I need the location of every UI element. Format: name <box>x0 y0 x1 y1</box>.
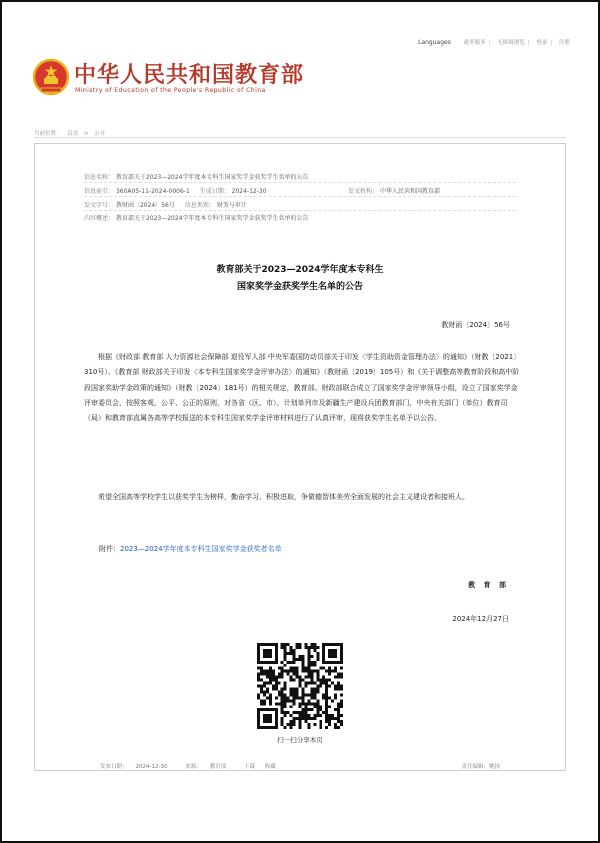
site-subtitle: Ministry of Education of the People's Republic of China <box>75 87 266 94</box>
top-link-login[interactable]: 登录 <box>536 40 548 46</box>
top-link-register[interactable]: 注册 <box>558 40 570 46</box>
body-paragraph-2: 希望全国高等学校学生以获奖学生为榜样，勤奋学习、积极进取，争做德智体美劳全面发展的社会主义建设者和接班人。 <box>98 493 469 501</box>
qr-label: 扫一扫分享本页 <box>277 736 323 744</box>
header-divider <box>34 137 566 138</box>
breadcrumb-public[interactable]: 公开 <box>94 131 106 137</box>
source-value: 教育部 <box>209 764 227 770</box>
document-title <box>0 262 600 296</box>
meta-date-value: 2024-12-30 <box>231 188 267 195</box>
meta-row-docno: 发文字号： 教财函〔2024〕56号 信息类别： 财务与审计 <box>84 202 247 209</box>
editor-info: 责任编辑：姚扬 <box>461 764 500 770</box>
attachment-label: 附件： <box>99 545 120 553</box>
meta-divider <box>84 210 516 211</box>
document-date: 2024年12月27日 <box>452 615 509 623</box>
meta-docno-value: 教财函〔2024〕56号 <box>115 202 175 209</box>
meta-row-summary: 内容概述： 教育部关于2023—2024学年度本专科生国家奖学金获奖学生名单的公告 <box>84 215 309 222</box>
meta-category-value: 财务与审计 <box>216 202 247 209</box>
qr-code-icon <box>257 643 343 729</box>
meta-row-issuer: 发文机构： 中华人民共和国教育部 <box>348 188 440 195</box>
attachment-row <box>99 544 282 554</box>
breadcrumb-label: 当前位置： <box>34 131 62 137</box>
attachment-link[interactable]: 2023—2024学年度本专科生国家奖学金获奖者名单 <box>120 545 282 553</box>
top-link-service[interactable]: 政务服务 <box>463 40 486 46</box>
document-title-line2: 国家奖学金获奖学生名单的公告 <box>236 282 363 292</box>
breadcrumb-separator: > <box>84 131 89 137</box>
favorite-link[interactable]: 收藏 <box>264 764 276 770</box>
national-emblem-icon[interactable] <box>32 58 70 98</box>
top-link-accessibility[interactable]: 无障碍浏览 <box>497 40 525 46</box>
meta-row-index: 信息索引： 360A05-11-2024-0006-1 生成日期： 2024-12-30 <box>84 188 267 195</box>
meta-row-name: 信息名称： 教育部关于2023—2024学年度本专科生国家奖学金获奖学生名单的公告 <box>84 174 309 181</box>
meta-index-value: 360A05-11-2024-0006-1 <box>115 188 190 195</box>
signature: 教 育 部 <box>468 581 509 589</box>
meta-name-value: 教育部关于2023—2024学年度本专科生国家奖学金获奖学生名单的公告 <box>115 174 309 181</box>
meta-divider <box>84 182 516 183</box>
site-title[interactable]: 中华人民共和国教育部 <box>74 62 305 88</box>
editor-value: 姚扬 <box>488 764 500 770</box>
breadcrumb <box>34 129 109 137</box>
breadcrumb-home[interactable]: 首页 <box>67 131 79 137</box>
document-number: 教财函〔2024〕56号 <box>441 321 510 329</box>
meta-divider <box>84 196 516 197</box>
languages-link[interactable]: Languages <box>418 39 451 46</box>
document-title-line1: 教育部关于2023—2024学年度本专科生 <box>216 265 384 275</box>
top-links: Languages 政务服务 | 无障碍浏览 | 登录 | 注册 <box>418 39 570 46</box>
download-link[interactable]: 下载 <box>244 764 256 770</box>
meta-summary-value: 教育部关于2023—2024学年度本专科生国家奖学金获奖学生名单的公告 <box>115 215 309 222</box>
body-paragraph-1: 根据《财政部 教育部 人力资源社会保障部 退役军人部 中央军委国防动员部关于印发〈学生资助资金管理办法〉的通知》（财教〔2021〕310号）、《教育部 财政部关于印发〈本专科生国家奖学金评审办法〉的通知》（教财函〔2019〕105号）和《关于调整高等教育阶段和高中阶段国家奖助学金政策的通知》（财教〔2024〕181号）的相关规定，教育部、财政部联合成立了国家奖学金评审领导小组，设立了国家奖学金评审委员会，按照客观、公平、公正的原则，对各省（区、市）、计划单列市及新疆生产建设兵团教育部门，中央有关部门（单位）教育司（局）和教育部直属各高等学校报送的本专科生国家奖学金评审材料进行了认真评审，现将获奖学生名单予以公告。 <box>84 353 520 423</box>
footer-info: 发布日期： 2024-12-30 来源： 教育部 下载 收藏 <box>100 764 276 770</box>
publish-date: 2024-12-30 <box>135 764 168 770</box>
meta-issuer-value: 中华人民共和国教育部 <box>379 188 440 195</box>
